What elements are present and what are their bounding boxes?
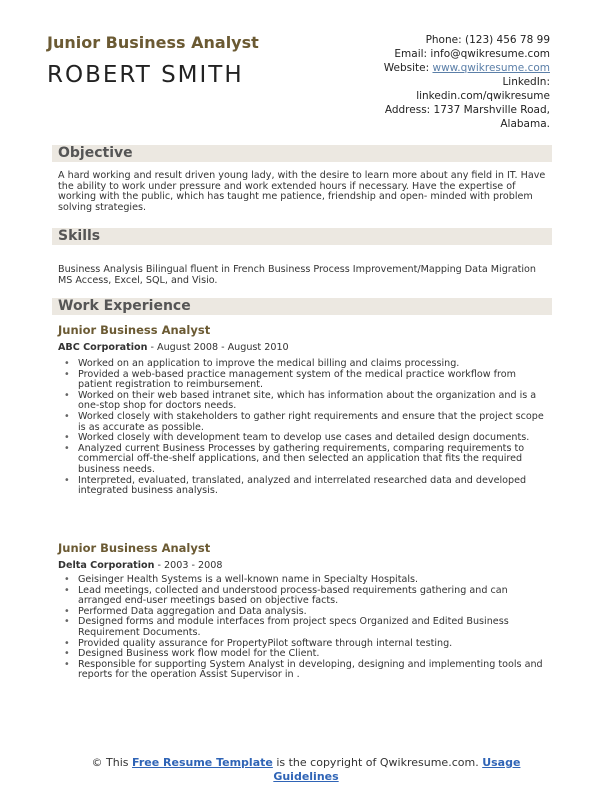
address-label: Address: <box>384 104 431 116</box>
job-2-bullet: • Responsible for supporting System Analyst in developing, designing and implementing tools and reports for the operation Assist Supervisor in . <box>60 660 546 681</box>
job-1-company-line <box>58 342 289 353</box>
footer-copyright <box>60 756 552 784</box>
job-2-bullet: • Designed Business work flow model for the Client. <box>60 649 546 660</box>
job-1-bullet: • Worked on their web based intranet site, which has information about the organization and is a one-stop shop for doctors needs. <box>60 391 546 412</box>
job-2-bullet: • Performed Data aggregation and Data analysis. <box>60 607 546 618</box>
address-line1: 1737 Marshville Road, <box>433 104 550 116</box>
job-1-bullet: • Provided a web-based practice management system of the medical practice workflow from patient registration to reimbursement. <box>60 370 546 391</box>
job-1-bullet: • Worked closely with stakeholders to gather right requirements and ensure that the project scope is as accurate as possible. <box>60 412 546 433</box>
usage-guidelines-link[interactable]: Usage Guidelines <box>273 756 521 783</box>
contact-address <box>350 103 550 117</box>
job-1-bullet: • Analyzed current Business Processes by gathering requirements, comparing requirements to commercial off-the-shelf applications, and then selected an application that fits the required business needs. <box>60 444 546 476</box>
header-job-title: Junior Business Analyst <box>47 33 259 52</box>
contact-phone <box>350 33 550 47</box>
job-2-role: Junior Business Analyst <box>58 541 211 555</box>
job-1-bullet: • Interpreted, evaluated, translated, analyzed and interrelated researched data and developed integrated business analysis. <box>60 476 546 497</box>
job-1-bullets <box>60 359 546 497</box>
website-link[interactable]: www.qwikresume.com <box>432 62 550 74</box>
website-label: Website: <box>383 62 430 74</box>
email-value[interactable]: info@qwikresume.com <box>430 48 550 60</box>
footer-middle: is the copyright of Qwikresume.com. <box>272 756 483 769</box>
phone-label: Phone: <box>425 34 462 46</box>
job-2-bullet: • Lead meetings, collected and understood process-based requirements gathering and can arranged end-user meetings based on objective facts. <box>60 586 546 607</box>
job-2-company: Delta Corporation <box>58 560 155 571</box>
job-1-bullet: • Worked closely with development team to develop use cases and detailed design documents. <box>60 433 546 444</box>
job-2-bullets <box>60 575 546 681</box>
job-2-bullet: • Designed forms and module interfaces from project specs Organized and Edited Business Requirement Documents. <box>60 617 546 638</box>
job-2-bullet: • Geisinger Health Systems is a well-known name in Specialty Hospitals. <box>60 575 546 586</box>
job-1-role: Junior Business Analyst <box>58 323 211 337</box>
phone-value: (123) 456 78 99 <box>464 34 550 46</box>
free-resume-template-link[interactable]: Free Resume Template <box>132 756 273 769</box>
work-heading: Work Experience <box>58 298 191 314</box>
footer-prefix: © This <box>91 756 133 769</box>
objective-heading: Objective <box>58 145 133 161</box>
job-2-dates: - 2003 - 2008 <box>154 560 223 571</box>
job-2-company-line <box>58 560 222 571</box>
address-line2: Alabama. <box>500 118 550 130</box>
contact-email <box>350 47 550 61</box>
candidate-name: ROBERT SMITH <box>47 62 244 88</box>
linkedin-label: LinkedIn: <box>502 76 550 88</box>
email-label: Email: <box>394 48 428 60</box>
objective-text: A hard working and result driven young lady, with the desire to learn more about any field in IT. Have the ability to work under pressure and work extended hours if necessary. Have the expertise of working with the public, which has taught me patience, friendship and open- minded with problem solving strategies. <box>58 170 546 213</box>
job-1-dates: - August 2008 - August 2010 <box>147 342 289 353</box>
contact-block <box>350 33 550 131</box>
job-1-bullet: • Worked on an application to improve the medical billing and claims processing. <box>60 359 546 370</box>
job-1-company: ABC Corporation <box>58 342 148 353</box>
job-2-bullet: • Provided quality assurance for PropertyPilot software through internal testing. <box>60 639 546 650</box>
skills-section-bar <box>52 228 552 245</box>
linkedin-value[interactable]: linkedin.com/qwikresume <box>416 90 550 102</box>
contact-website <box>350 61 550 75</box>
skills-text: Business Analysis Bilingual fluent in French Business Process Improvement/Mapping Data Migration MS Access, Excel, SQL, and Visio. <box>58 264 536 286</box>
skills-heading: Skills <box>58 228 101 244</box>
